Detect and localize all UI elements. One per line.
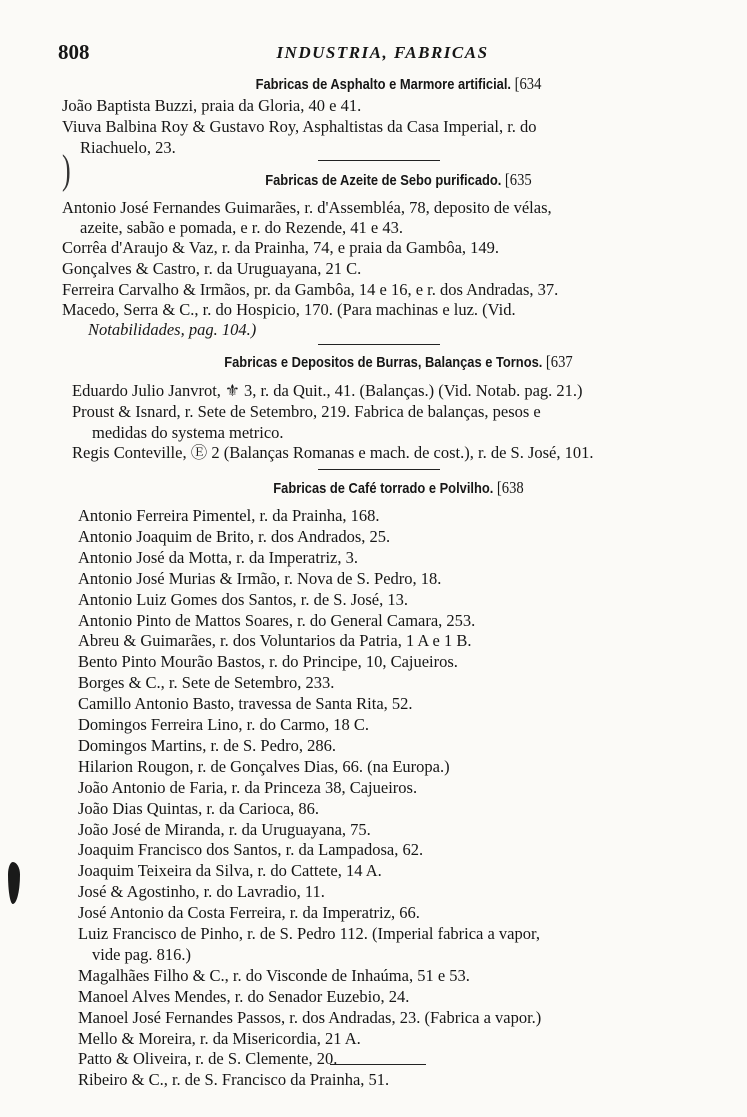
section-title-burras xyxy=(133,352,664,372)
list-item: João Baptista Buzzi, praia da Gloria, 40 e 41. xyxy=(62,96,362,115)
list-item: Manoel José Fernandes Passos, r. dos Andradas, 23. (Fabrica a vapor.) xyxy=(78,1007,542,1027)
list-item-continuation: Notabilidades, pag. 104.) xyxy=(88,320,257,339)
list-item: José & Agostinho, r. do Lavradio, 11. xyxy=(78,882,325,902)
list-item: João José de Miranda, r. da Uruguayana, 75. xyxy=(78,819,371,839)
list-item: João Antonio de Faria, r. da Princeza 38, Cajueiros. xyxy=(78,777,418,797)
list-item: Macedo, Serra & C., r. do Hospicio, 170. (Para machinas e luz. (Vid. xyxy=(62,300,516,319)
section-title-text: Fabricas de Café torrado e Polvilho. xyxy=(273,480,494,497)
list-item: Mello & Moreira, r. da Misericordia, 21 A. xyxy=(78,1028,361,1048)
list-item: Antonio José Murias & Irmão, r. Nova de S. Pedro, 18. xyxy=(78,568,442,588)
section-title-cafe xyxy=(133,478,664,498)
section-divider xyxy=(318,469,440,470)
list-item: Viuva Balbina Roy & Gustavo Roy, Asphaltistas da Casa Imperial, r. do xyxy=(62,117,537,136)
section-number: [634 xyxy=(514,74,542,93)
list-item: Proust & Isnard, r. Sete de Setembro, 219. Fabrica de balanças, pesos e xyxy=(72,402,541,421)
section-number: [637 xyxy=(545,352,573,371)
list-item: João Dias Quintas, r. da Carioca, 86. xyxy=(78,798,320,818)
list-item: Antonio José da Motta, r. da Imperatriz, 3. xyxy=(78,547,358,567)
list-item: Antonio Joaquim de Brito, r. dos Andrados, 25. xyxy=(78,526,391,546)
section-divider xyxy=(318,160,440,161)
marginal-bracket: ) xyxy=(62,146,71,193)
list-item: Abreu & Guimarães, r. dos Voluntarios da Patria, 1 A e 1 B. xyxy=(78,631,472,651)
section-title-text: Fabricas de Asphalto e Marmore artificial. xyxy=(255,76,512,93)
list-item: Antonio Luiz Gomes dos Santos, r. de S. José, 13. xyxy=(78,589,408,609)
list-item: Domingos Martins, r. de S. Pedro, 286. xyxy=(78,735,337,755)
ink-blot xyxy=(8,862,20,904)
list-item-continuation: Riachuelo, 23. xyxy=(80,138,176,157)
section-number: [638 xyxy=(496,478,524,497)
list-item: Ribeiro & C., r. de S. Francisco da Prainha, 51. xyxy=(78,1070,390,1090)
list-item: Antonio José Fernandes Guimarães, r. d'Assembléa, 78, deposito de vélas, xyxy=(62,198,552,217)
list-item: Bento Pinto Mourão Bastos, r. do Principe, 10, Cajueiros. xyxy=(78,652,458,672)
section-divider xyxy=(318,344,440,345)
section-title-text: Fabricas e Depositos de Burras, Balanças e Tornos. xyxy=(224,354,543,371)
list-item: Antonio Pinto de Mattos Soares, r. do General Camara, 253. xyxy=(78,610,476,630)
list-item-continuation: azeite, sabão e pomada, e r. do Rezende, 41 e 43. xyxy=(80,218,403,237)
running-title: INDUSTRIA, FABRICAS xyxy=(276,43,489,62)
page-header xyxy=(58,40,707,66)
section-divider xyxy=(330,1064,426,1065)
list-item: Ferreira Carvalho & Irmãos, pr. da Gambôa, 14 e 16, e r. dos Andradas, 37. xyxy=(62,280,559,299)
list-item: Camillo Antonio Basto, travessa de Santa Rita, 52. xyxy=(78,694,413,714)
list-item: Luiz Francisco de Pinho, r. de S. Pedro 112. (Imperial fabrica a vapor, xyxy=(78,924,540,943)
section-title-text: Fabricas de Azeite de Sebo purificado. xyxy=(265,172,502,189)
list-item: Hilarion Rougon, r. de Gonçalves Dias, 66. (na Europa.) xyxy=(78,756,450,776)
list-item: Domingos Ferreira Lino, r. do Carmo, 18 C. xyxy=(78,715,370,734)
page-number: 808 xyxy=(58,40,90,64)
list-item-continuation: medidas do systema metrico. xyxy=(92,423,284,442)
section-title-azeite xyxy=(133,170,664,190)
list-item: José Antonio da Costa Ferreira, r. da Imperatriz, 66. xyxy=(78,903,420,923)
list-item: Eduardo Julio Janvrot, ⚜ 3, r. da Quit., 41. (Balanças.) (Vid. Notab. pag. 21.) xyxy=(72,381,583,400)
list-item: Regis Conteville, Ⓔ 2 (Balanças Romanas e mach. de cost.), r. de S. José, 101. xyxy=(72,443,594,462)
section-title-asphalto xyxy=(133,74,664,94)
list-item: Joaquim Francisco dos Santos, r. da Lampadosa, 62. xyxy=(78,840,424,860)
list-item: Manoel Alves Mendes, r. do Senador Euzebio, 24. xyxy=(78,986,410,1006)
list-item: Gonçalves & Castro, r. da Uruguayana, 21 C. xyxy=(62,259,362,278)
section-number: [635 xyxy=(504,170,532,189)
list-item: Joaquim Teixeira da Silva, r. do Cattete, 14 A. xyxy=(78,861,382,881)
list-item: Borges & C., r. Sete de Setembro, 233. xyxy=(78,673,335,693)
list-item: Corrêa d'Araujo & Vaz, r. da Prainha, 74, e praia da Gambôa, 149. xyxy=(62,238,500,257)
list-item: Patto & Oliveira, r. de S. Clemente, 20. xyxy=(78,1049,338,1069)
list-item: Antonio Ferreira Pimentel, r. da Prainha, 168. xyxy=(78,506,380,525)
list-item-continuation: vide pag. 816.) xyxy=(92,944,191,964)
list-item: Magalhães Filho & C., r. do Visconde de Inhaúma, 51 e 53. xyxy=(78,965,470,985)
